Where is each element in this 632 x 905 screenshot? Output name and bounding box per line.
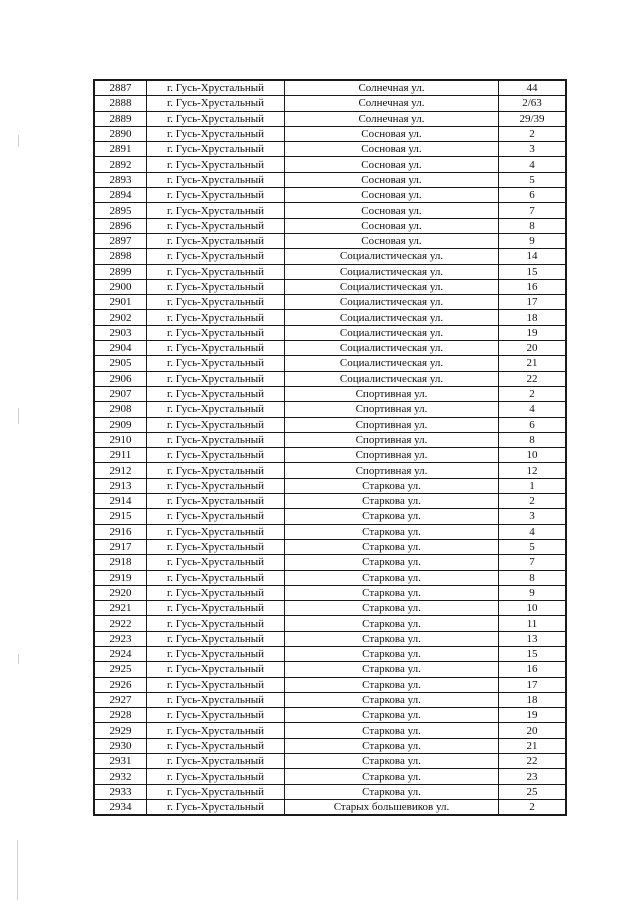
table-row xyxy=(94,402,566,417)
house-number-cell: 8 xyxy=(499,218,567,233)
table-row xyxy=(94,555,566,570)
house-number-cell: 7 xyxy=(499,203,567,218)
street-cell: Спортивная ул. xyxy=(285,417,499,432)
row-number-cell: 2917 xyxy=(94,539,147,554)
house-number-cell: 2 xyxy=(499,799,567,815)
table-row xyxy=(94,692,566,707)
table-row xyxy=(94,126,566,141)
row-number-cell: 2924 xyxy=(94,646,147,661)
city-cell: г. Гусь-Хрустальный xyxy=(147,769,285,784)
city-cell: г. Гусь-Хрустальный xyxy=(147,233,285,248)
street-cell: Старкова ул. xyxy=(285,585,499,600)
city-cell: г. Гусь-Хрустальный xyxy=(147,509,285,524)
table-row xyxy=(94,111,566,126)
row-number-cell: 2921 xyxy=(94,601,147,616)
row-number-cell: 2895 xyxy=(94,203,147,218)
city-cell: г. Гусь-Хрустальный xyxy=(147,203,285,218)
table-row xyxy=(94,509,566,524)
street-cell: Сосновая ул. xyxy=(285,233,499,248)
table-row xyxy=(94,172,566,187)
house-number-cell: 7 xyxy=(499,555,567,570)
row-number-cell: 2934 xyxy=(94,799,147,815)
city-cell: г. Гусь-Хрустальный xyxy=(147,356,285,371)
table-row xyxy=(94,341,566,356)
table-row xyxy=(94,157,566,172)
city-cell: г. Гусь-Хрустальный xyxy=(147,585,285,600)
row-number-cell: 2900 xyxy=(94,279,147,294)
row-number-cell: 2913 xyxy=(94,478,147,493)
city-cell: г. Гусь-Хрустальный xyxy=(147,279,285,294)
street-cell: Старкова ул. xyxy=(285,478,499,493)
street-cell: Социалистическая ул. xyxy=(285,371,499,386)
street-cell: Социалистическая ул. xyxy=(285,310,499,325)
house-number-cell: 4 xyxy=(499,402,567,417)
row-number-cell: 2919 xyxy=(94,570,147,585)
city-cell: г. Гусь-Хрустальный xyxy=(147,142,285,157)
street-cell: Спортивная ул. xyxy=(285,463,499,478)
street-cell: Старкова ул. xyxy=(285,555,499,570)
house-number-cell: 9 xyxy=(499,585,567,600)
house-number-cell: 2 xyxy=(499,126,567,141)
table-row xyxy=(94,585,566,600)
city-cell: г. Гусь-Хрустальный xyxy=(147,754,285,769)
row-number-cell: 2927 xyxy=(94,692,147,707)
row-number-cell: 2901 xyxy=(94,295,147,310)
house-number-cell: 21 xyxy=(499,356,567,371)
city-cell: г. Гусь-Хрустальный xyxy=(147,371,285,386)
street-cell: Старкова ул. xyxy=(285,631,499,646)
table-row xyxy=(94,570,566,585)
row-number-cell: 2910 xyxy=(94,432,147,447)
street-cell: Сосновая ул. xyxy=(285,188,499,203)
city-cell: г. Гусь-Хрустальный xyxy=(147,325,285,340)
table-row xyxy=(94,325,566,340)
street-cell: Старкова ул. xyxy=(285,494,499,509)
table-row xyxy=(94,203,566,218)
table-row xyxy=(94,646,566,661)
table-row xyxy=(94,478,566,493)
row-number-cell: 2897 xyxy=(94,233,147,248)
city-cell: г. Гусь-Хрустальный xyxy=(147,524,285,539)
city-cell: г. Гусь-Хрустальный xyxy=(147,738,285,753)
scan-artifact xyxy=(18,135,19,147)
house-number-cell: 4 xyxy=(499,524,567,539)
city-cell: г. Гусь-Хрустальный xyxy=(147,218,285,233)
table-row xyxy=(94,356,566,371)
street-cell: Старкова ул. xyxy=(285,677,499,692)
street-cell: Солнечная ул. xyxy=(285,80,499,96)
street-cell: Старкова ул. xyxy=(285,601,499,616)
row-number-cell: 2915 xyxy=(94,509,147,524)
table-row xyxy=(94,233,566,248)
street-cell: Социалистическая ул. xyxy=(285,341,499,356)
street-cell: Сосновая ул. xyxy=(285,126,499,141)
row-number-cell: 2920 xyxy=(94,585,147,600)
scan-artifact xyxy=(18,408,19,424)
row-number-cell: 2903 xyxy=(94,325,147,340)
house-number-cell: 20 xyxy=(499,723,567,738)
table-row xyxy=(94,96,566,111)
house-number-cell: 22 xyxy=(499,371,567,386)
city-cell: г. Гусь-Хрустальный xyxy=(147,172,285,187)
street-cell: Спортивная ул. xyxy=(285,402,499,417)
city-cell: г. Гусь-Хрустальный xyxy=(147,188,285,203)
row-number-cell: 2912 xyxy=(94,463,147,478)
city-cell: г. Гусь-Хрустальный xyxy=(147,631,285,646)
house-number-cell: 3 xyxy=(499,142,567,157)
house-number-cell: 17 xyxy=(499,295,567,310)
street-cell: Социалистическая ул. xyxy=(285,295,499,310)
table-row xyxy=(94,249,566,264)
house-number-cell: 4 xyxy=(499,157,567,172)
row-number-cell: 2909 xyxy=(94,417,147,432)
city-cell: г. Гусь-Хрустальный xyxy=(147,692,285,707)
address-table xyxy=(93,79,567,816)
table-row xyxy=(94,279,566,294)
house-number-cell: 11 xyxy=(499,616,567,631)
table-row xyxy=(94,723,566,738)
row-number-cell: 2892 xyxy=(94,157,147,172)
house-number-cell: 16 xyxy=(499,279,567,294)
house-number-cell: 1 xyxy=(499,478,567,493)
row-number-cell: 2933 xyxy=(94,784,147,799)
table-row xyxy=(94,754,566,769)
table-row xyxy=(94,784,566,799)
table-row xyxy=(94,448,566,463)
house-number-cell: 25 xyxy=(499,784,567,799)
table-row xyxy=(94,708,566,723)
street-cell: Сосновая ул. xyxy=(285,203,499,218)
street-cell: Старкова ул. xyxy=(285,616,499,631)
table-row xyxy=(94,432,566,447)
house-number-cell: 2 xyxy=(499,386,567,401)
city-cell: г. Гусь-Хрустальный xyxy=(147,126,285,141)
house-number-cell: 2 xyxy=(499,494,567,509)
street-cell: Старкова ул. xyxy=(285,738,499,753)
house-number-cell: 5 xyxy=(499,539,567,554)
street-cell: Сосновая ул. xyxy=(285,218,499,233)
row-number-cell: 2893 xyxy=(94,172,147,187)
house-number-cell: 20 xyxy=(499,341,567,356)
house-number-cell: 44 xyxy=(499,80,567,96)
house-number-cell: 6 xyxy=(499,417,567,432)
row-number-cell: 2888 xyxy=(94,96,147,111)
street-cell: Старкова ул. xyxy=(285,509,499,524)
row-number-cell: 2918 xyxy=(94,555,147,570)
house-number-cell: 15 xyxy=(499,646,567,661)
city-cell: г. Гусь-Хрустальный xyxy=(147,463,285,478)
street-cell: Старкова ул. xyxy=(285,708,499,723)
street-cell: Спортивная ул. xyxy=(285,448,499,463)
house-number-cell: 9 xyxy=(499,233,567,248)
street-cell: Сосновая ул. xyxy=(285,142,499,157)
scan-artifact xyxy=(18,654,19,664)
city-cell: г. Гусь-Хрустальный xyxy=(147,723,285,738)
row-number-cell: 2906 xyxy=(94,371,147,386)
city-cell: г. Гусь-Хрустальный xyxy=(147,96,285,111)
street-cell: Старкова ул. xyxy=(285,662,499,677)
row-number-cell: 2889 xyxy=(94,111,147,126)
street-cell: Спортивная ул. xyxy=(285,432,499,447)
row-number-cell: 2890 xyxy=(94,126,147,141)
street-cell: Старкова ул. xyxy=(285,784,499,799)
city-cell: г. Гусь-Хрустальный xyxy=(147,264,285,279)
house-number-cell: 13 xyxy=(499,631,567,646)
row-number-cell: 2914 xyxy=(94,494,147,509)
city-cell: г. Гусь-Хрустальный xyxy=(147,249,285,264)
row-number-cell: 2891 xyxy=(94,142,147,157)
street-cell: Социалистическая ул. xyxy=(285,279,499,294)
city-cell: г. Гусь-Хрустальный xyxy=(147,402,285,417)
row-number-cell: 2930 xyxy=(94,738,147,753)
row-number-cell: 2911 xyxy=(94,448,147,463)
city-cell: г. Гусь-Хрустальный xyxy=(147,295,285,310)
city-cell: г. Гусь-Хрустальный xyxy=(147,784,285,799)
city-cell: г. Гусь-Хрустальный xyxy=(147,341,285,356)
street-cell: Социалистическая ул. xyxy=(285,264,499,279)
table-row xyxy=(94,264,566,279)
house-number-cell: 16 xyxy=(499,662,567,677)
street-cell: Социалистическая ул. xyxy=(285,325,499,340)
house-number-cell: 3 xyxy=(499,509,567,524)
table-row xyxy=(94,386,566,401)
street-cell: Солнечная ул. xyxy=(285,111,499,126)
row-number-cell: 2894 xyxy=(94,188,147,203)
row-number-cell: 2922 xyxy=(94,616,147,631)
street-cell: Старкова ул. xyxy=(285,723,499,738)
house-number-cell: 22 xyxy=(499,754,567,769)
house-number-cell: 12 xyxy=(499,463,567,478)
house-number-cell: 21 xyxy=(499,738,567,753)
row-number-cell: 2907 xyxy=(94,386,147,401)
street-cell: Социалистическая ул. xyxy=(285,249,499,264)
row-number-cell: 2904 xyxy=(94,341,147,356)
city-cell: г. Гусь-Хрустальный xyxy=(147,448,285,463)
table-row xyxy=(94,417,566,432)
address-table-body xyxy=(94,80,566,815)
table-row xyxy=(94,601,566,616)
city-cell: г. Гусь-Хрустальный xyxy=(147,708,285,723)
city-cell: г. Гусь-Хрустальный xyxy=(147,80,285,96)
row-number-cell: 2929 xyxy=(94,723,147,738)
table-row xyxy=(94,494,566,509)
row-number-cell: 2926 xyxy=(94,677,147,692)
row-number-cell: 2925 xyxy=(94,662,147,677)
house-number-cell: 19 xyxy=(499,708,567,723)
street-cell: Солнечная ул. xyxy=(285,96,499,111)
row-number-cell: 2905 xyxy=(94,356,147,371)
street-cell: Сосновая ул. xyxy=(285,172,499,187)
house-number-cell: 6 xyxy=(499,188,567,203)
house-number-cell: 17 xyxy=(499,677,567,692)
street-cell: Спортивная ул. xyxy=(285,386,499,401)
street-cell: Социалистическая ул. xyxy=(285,356,499,371)
house-number-cell: 18 xyxy=(499,310,567,325)
table-row xyxy=(94,799,566,815)
street-cell: Старкова ул. xyxy=(285,539,499,554)
table-row xyxy=(94,662,566,677)
city-cell: г. Гусь-Хрустальный xyxy=(147,601,285,616)
street-cell: Старкова ул. xyxy=(285,692,499,707)
city-cell: г. Гусь-Хрустальный xyxy=(147,386,285,401)
row-number-cell: 2908 xyxy=(94,402,147,417)
scan-artifact xyxy=(17,840,18,900)
house-number-cell: 10 xyxy=(499,448,567,463)
city-cell: г. Гусь-Хрустальный xyxy=(147,570,285,585)
house-number-cell: 19 xyxy=(499,325,567,340)
city-cell: г. Гусь-Хрустальный xyxy=(147,662,285,677)
house-number-cell: 10 xyxy=(499,601,567,616)
table-row xyxy=(94,80,566,96)
row-number-cell: 2896 xyxy=(94,218,147,233)
city-cell: г. Гусь-Хрустальный xyxy=(147,616,285,631)
table-row xyxy=(94,738,566,753)
table-row xyxy=(94,371,566,386)
city-cell: г. Гусь-Хрустальный xyxy=(147,111,285,126)
table-row xyxy=(94,295,566,310)
row-number-cell: 2916 xyxy=(94,524,147,539)
house-number-cell: 14 xyxy=(499,249,567,264)
table-row xyxy=(94,769,566,784)
table-row xyxy=(94,677,566,692)
street-cell: Старкова ул. xyxy=(285,646,499,661)
city-cell: г. Гусь-Хрустальный xyxy=(147,646,285,661)
table-row xyxy=(94,631,566,646)
city-cell: г. Гусь-Хрустальный xyxy=(147,432,285,447)
house-number-cell: 5 xyxy=(499,172,567,187)
table-row xyxy=(94,218,566,233)
row-number-cell: 2931 xyxy=(94,754,147,769)
city-cell: г. Гусь-Хрустальный xyxy=(147,310,285,325)
street-cell: Сосновая ул. xyxy=(285,157,499,172)
table-row xyxy=(94,616,566,631)
house-number-cell: 23 xyxy=(499,769,567,784)
house-number-cell: 29/39 xyxy=(499,111,567,126)
house-number-cell: 18 xyxy=(499,692,567,707)
house-number-cell: 8 xyxy=(499,570,567,585)
row-number-cell: 2932 xyxy=(94,769,147,784)
street-cell: Старкова ул. xyxy=(285,524,499,539)
table-row xyxy=(94,142,566,157)
table-row xyxy=(94,463,566,478)
table-row xyxy=(94,524,566,539)
row-number-cell: 2887 xyxy=(94,80,147,96)
street-cell: Старых большевиков ул. xyxy=(285,799,499,815)
city-cell: г. Гусь-Хрустальный xyxy=(147,157,285,172)
city-cell: г. Гусь-Хрустальный xyxy=(147,677,285,692)
row-number-cell: 2899 xyxy=(94,264,147,279)
row-number-cell: 2923 xyxy=(94,631,147,646)
house-number-cell: 8 xyxy=(499,432,567,447)
house-number-cell: 15 xyxy=(499,264,567,279)
city-cell: г. Гусь-Хрустальный xyxy=(147,494,285,509)
street-cell: Старкова ул. xyxy=(285,754,499,769)
row-number-cell: 2928 xyxy=(94,708,147,723)
city-cell: г. Гусь-Хрустальный xyxy=(147,417,285,432)
table-row xyxy=(94,539,566,554)
city-cell: г. Гусь-Хрустальный xyxy=(147,555,285,570)
city-cell: г. Гусь-Хрустальный xyxy=(147,799,285,815)
house-number-cell: 2/63 xyxy=(499,96,567,111)
table-row xyxy=(94,310,566,325)
row-number-cell: 2902 xyxy=(94,310,147,325)
row-number-cell: 2898 xyxy=(94,249,147,264)
street-cell: Старкова ул. xyxy=(285,570,499,585)
city-cell: г. Гусь-Хрустальный xyxy=(147,539,285,554)
table-row xyxy=(94,188,566,203)
street-cell: Старкова ул. xyxy=(285,769,499,784)
city-cell: г. Гусь-Хрустальный xyxy=(147,478,285,493)
